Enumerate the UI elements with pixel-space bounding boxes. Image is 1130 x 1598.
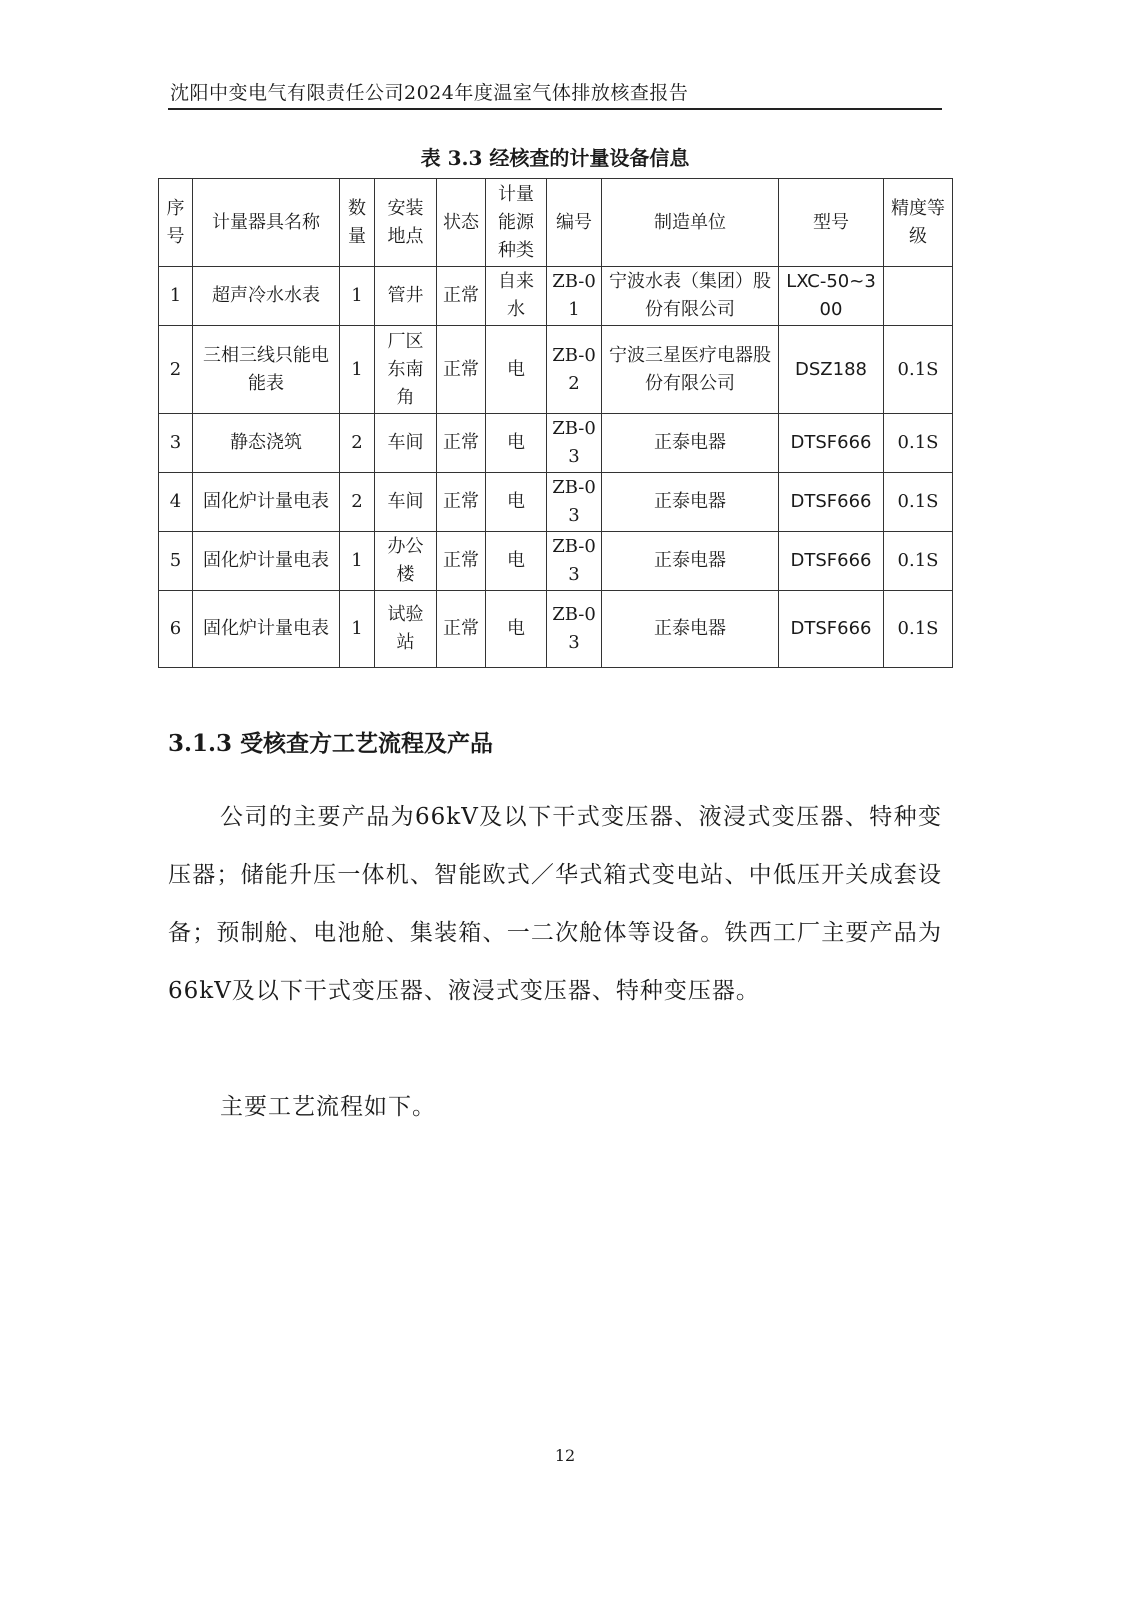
table-cell: ZB-02 bbox=[547, 326, 602, 414]
table-cell: 正常 bbox=[437, 326, 486, 414]
table-cell: 2 bbox=[340, 473, 375, 532]
table-cell: DTSF666 bbox=[779, 473, 884, 532]
table-row bbox=[159, 326, 953, 414]
page-number: 12 bbox=[554, 1446, 576, 1465]
column-header: 安装地点 bbox=[375, 179, 437, 267]
table-cell: ZB-03 bbox=[547, 591, 602, 668]
table-cell: 正常 bbox=[437, 591, 486, 668]
column-header: 状态 bbox=[437, 179, 486, 267]
column-header: 计量器具名称 bbox=[193, 179, 340, 267]
table-cell: 试验站 bbox=[375, 591, 437, 668]
table-cell: 宁波三星医疗电器股份有限公司 bbox=[602, 326, 779, 414]
table-cell: 1 bbox=[159, 267, 193, 326]
table-cell: 0.1S bbox=[884, 414, 953, 473]
table-cell: 3 bbox=[159, 414, 193, 473]
table-row bbox=[159, 267, 953, 326]
table-cell: 0.1S bbox=[884, 473, 953, 532]
table-cell: 办公楼 bbox=[375, 532, 437, 591]
column-header: 序号 bbox=[159, 179, 193, 267]
table-cell: 电 bbox=[486, 473, 547, 532]
table-cell: 正泰电器 bbox=[602, 532, 779, 591]
table-cell: DTSF666 bbox=[779, 414, 884, 473]
table-row bbox=[159, 591, 953, 668]
table-cell: 自来水 bbox=[486, 267, 547, 326]
table-cell: 2 bbox=[159, 326, 193, 414]
table-cell: ZB-03 bbox=[547, 473, 602, 532]
table-cell: 静态浇筑 bbox=[193, 414, 340, 473]
table-cell: DTSF666 bbox=[779, 532, 884, 591]
table-cell: 固化炉计量电表 bbox=[193, 532, 340, 591]
table-cell: LXC-50~300 bbox=[779, 267, 884, 326]
table-cell: 电 bbox=[486, 532, 547, 591]
table-cell: DTSF666 bbox=[779, 591, 884, 668]
column-header: 数量 bbox=[340, 179, 375, 267]
document-header: 沈阳中变电气有限责任公司2024年度温室气体排放核查报告 bbox=[170, 82, 689, 104]
column-header: 制造单位 bbox=[602, 179, 779, 267]
body-paragraph: 主要工艺流程如下。 bbox=[220, 1094, 436, 1120]
section-heading: 3.1.3 受核查方工艺流程及产品 bbox=[168, 730, 494, 757]
table-cell: 正常 bbox=[437, 414, 486, 473]
table-cell: 5 bbox=[159, 532, 193, 591]
table-cell: 1 bbox=[340, 532, 375, 591]
table-cell: 管井 bbox=[375, 267, 437, 326]
table-cell: 电 bbox=[486, 414, 547, 473]
table-cell: 0.1S bbox=[884, 532, 953, 591]
table-cell: ZB-01 bbox=[547, 267, 602, 326]
table-cell bbox=[884, 267, 953, 326]
table-cell: ZB-03 bbox=[547, 414, 602, 473]
metering-equipment-table bbox=[158, 178, 953, 668]
table-cell: 正泰电器 bbox=[602, 591, 779, 668]
column-header: 精度等级 bbox=[884, 179, 953, 267]
table-cell: 超声冷水水表 bbox=[193, 267, 340, 326]
table-cell: 宁波水表（集团）股份有限公司 bbox=[602, 267, 779, 326]
column-header: 编号 bbox=[547, 179, 602, 267]
table-row bbox=[159, 414, 953, 473]
table-row bbox=[159, 473, 953, 532]
body-paragraph: 公司的主要产品为66kV及以下干式变压器、液浸式变压器、特种变压器；储能升压一体机、智能欧式／华式箱式变电站、中低压开关成套设备；预制舱、电池舱、集装箱、一二次舱体等设备。铁西工厂主要产品为66kV及以下干式变压器、液浸式变压器、特种变压器。 bbox=[168, 804, 942, 1004]
table-cell: 固化炉计量电表 bbox=[193, 591, 340, 668]
table-cell: 车间 bbox=[375, 473, 437, 532]
table-cell: 正常 bbox=[437, 267, 486, 326]
table-cell: 正常 bbox=[437, 473, 486, 532]
table-cell: 4 bbox=[159, 473, 193, 532]
table-cell: 电 bbox=[486, 591, 547, 668]
column-header: 计量能源种类 bbox=[486, 179, 547, 267]
table-cell: 车间 bbox=[375, 414, 437, 473]
table-cell: 0.1S bbox=[884, 326, 953, 414]
table-cell: 厂区东南角 bbox=[375, 326, 437, 414]
table-cell: 三相三线只能电能表 bbox=[193, 326, 340, 414]
table-cell: 正泰电器 bbox=[602, 414, 779, 473]
table-cell: 0.1S bbox=[884, 591, 953, 668]
table-cell: 正常 bbox=[437, 532, 486, 591]
table-cell: ZB-03 bbox=[547, 532, 602, 591]
table-cell: 电 bbox=[486, 326, 547, 414]
table-cell: 1 bbox=[340, 326, 375, 414]
table-cell: 固化炉计量电表 bbox=[193, 473, 340, 532]
header-divider bbox=[168, 108, 942, 110]
table-cell: 正泰电器 bbox=[602, 473, 779, 532]
table-cell: 2 bbox=[340, 414, 375, 473]
table-row bbox=[159, 532, 953, 591]
column-header: 型号 bbox=[779, 179, 884, 267]
table-cell: 6 bbox=[159, 591, 193, 668]
table-header-row bbox=[159, 179, 953, 267]
table-cell: 1 bbox=[340, 267, 375, 326]
table-caption: 表 3.3 经核查的计量设备信息 bbox=[420, 146, 690, 170]
table-cell: 1 bbox=[340, 591, 375, 668]
table-cell: DSZ188 bbox=[779, 326, 884, 414]
